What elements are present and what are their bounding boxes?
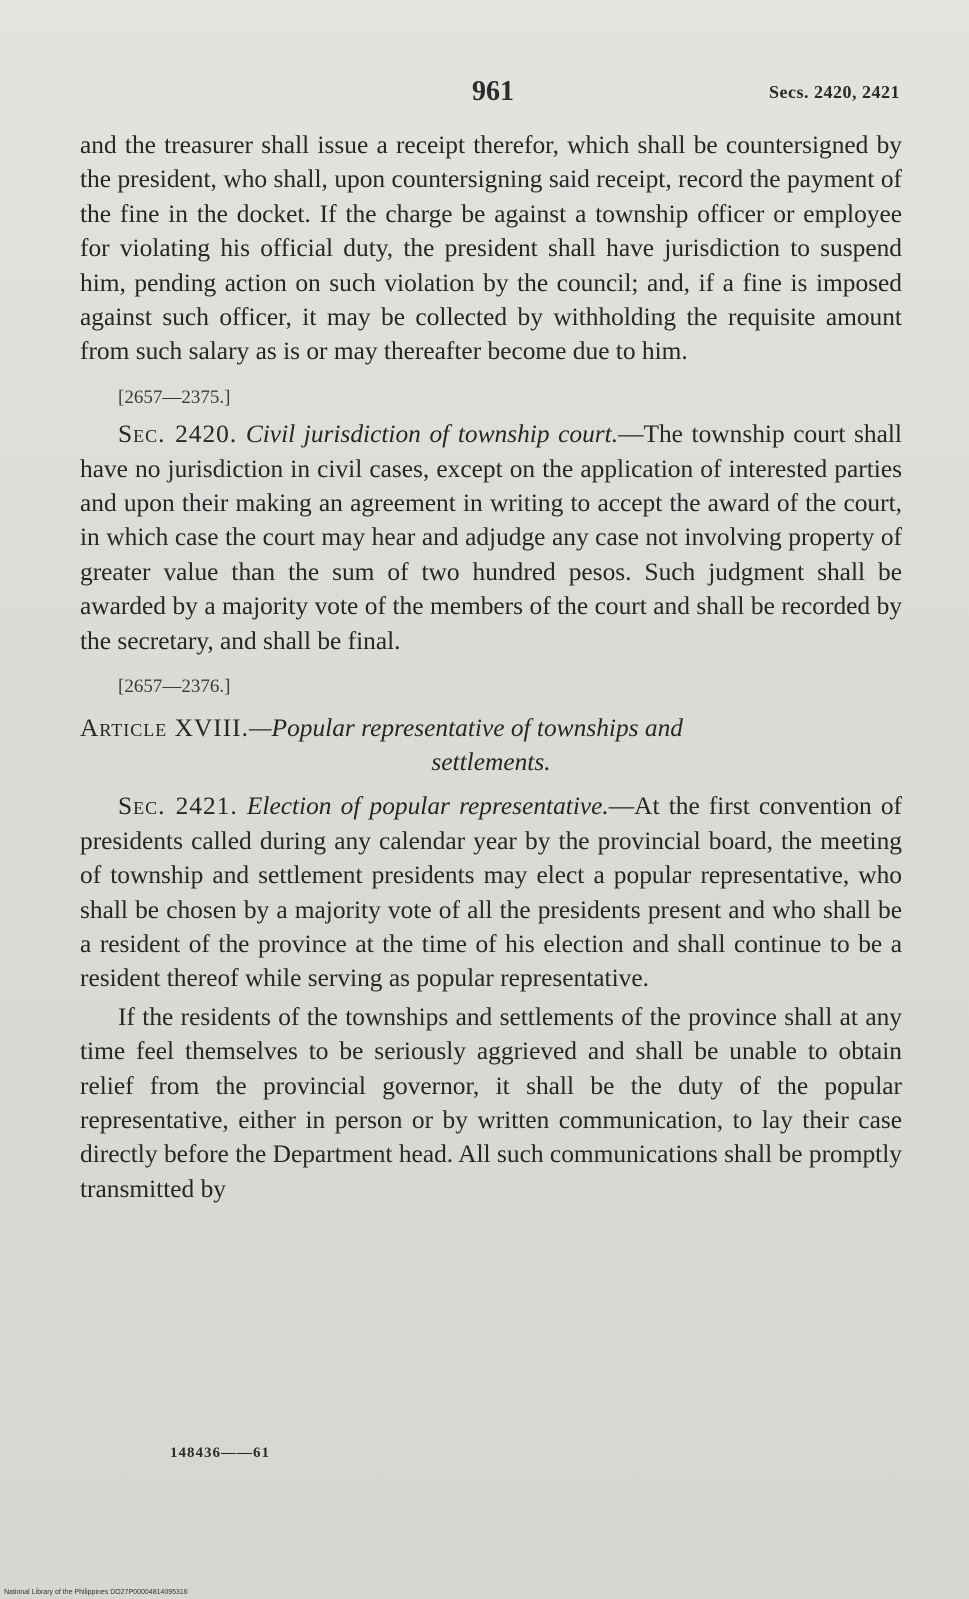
citation-ref-2376: [2657—2376.] [118,676,231,698]
library-credit: National Library of the Philippines DO27P00004814095316 [4,1589,188,1596]
article-label: Article XVIII. [80,713,249,742]
article-title-line2: settlements. [431,747,551,776]
paragraph-grievance: If the residents of the townships and settlements of the province shall at any time feel themselves to be seriously aggrieved and shall be unable to obtain relief from the provincial governor, it shall be the duty of the popular representative, either in person or by written communication, to lay their case directly before the Department head. All such communications shall be promptly transmitted by [80,1002,902,1203]
section-2421-text: —At the first convention of presidents called during any calendar year by the provincial board, the meeting of township and settlement presidents may elect a popular representative, who shall be chosen by a majority vote of all the presidents present and who shall be a resident of the province at the time of his election and shall continue to be a resident thereof while serving as popular representative. [80,792,903,993]
section-reference: Secs. 2420, 2421 [769,82,900,102]
section-2421 [80,789,902,995]
section-2421-title: Election of popular representative. [246,792,609,821]
section-2420-title: Civil jurisdiction of township court. [245,420,619,449]
section-2420-text: —The township court shall have no jurisdiction in civil cases, except on the application of interested parties and upon their making an agreement in writing to accept the award of the court, in which case the court may hear and adjudge any case not involving property of greater value than the sum of two hundred pesos. Such judgment shall be awarded by a majority vote of the members of the court and shall be recorded by the secretary, and shall be final. [80,420,902,655]
page-header [80,76,900,116]
article-heading [80,711,902,780]
printer-signature: 148436——61 [170,1445,270,1461]
body-text [80,128,902,1206]
paragraph-continuation: and the treasurer shall issue a receipt therefor, which shall be countersigned by the president, who shall, upon countersigning said receipt, record the payment of the fine in the docket. If the charge be against a township officer or employee for violating his official duty, the president shall have jurisdiction to suspend him, pending action on such violation by the council; and, if a fine is imposed against such officer, it may be collected by withholding the requisite amount from such salary as is or may thereafter become due to him. [80,131,902,366]
article-title-line1: —Popular representative of townships and [248,713,683,742]
page-number: 961 [472,76,514,107]
section-2421-label: Sec. 2421. [118,792,238,821]
section-2420-label: Sec. 2420. [118,420,238,449]
section-2420 [80,417,902,658]
citation-ref-2375: [2657—2375.] [118,386,231,408]
